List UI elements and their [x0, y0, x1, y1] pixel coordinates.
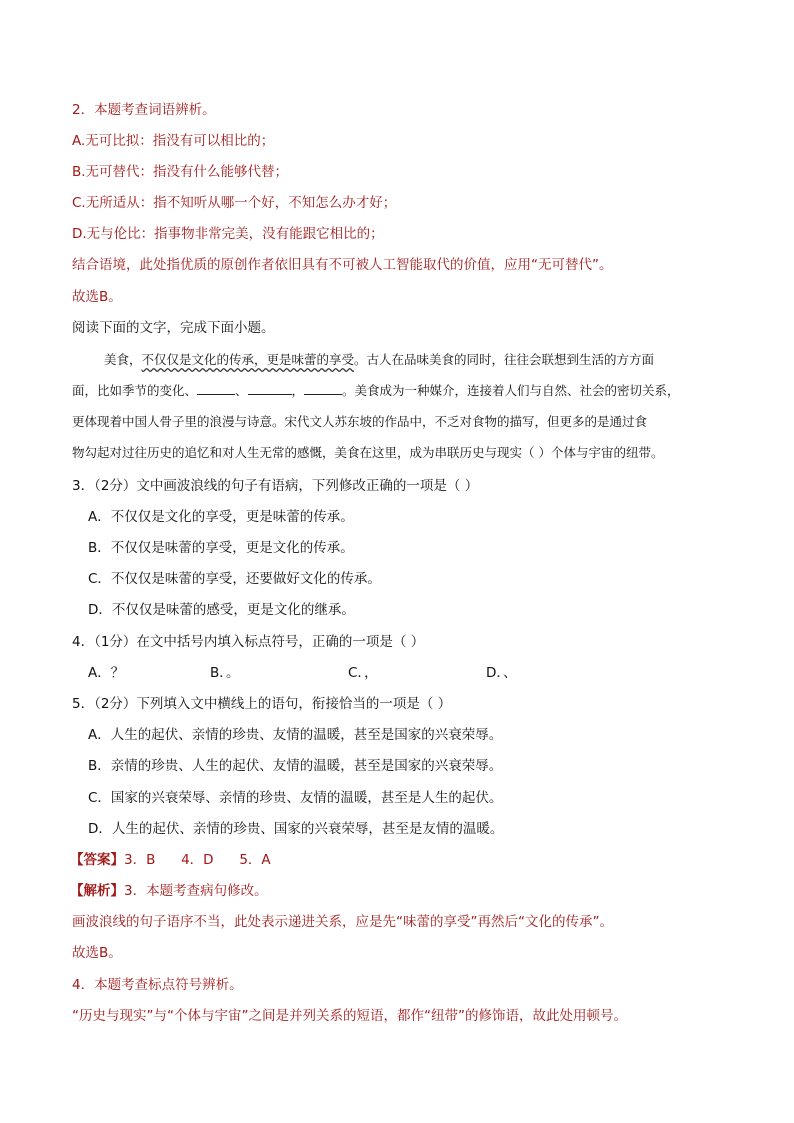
q4-option-d: D．、 [486, 665, 517, 681]
q5-option-a: A．人生的起伏、亲情的珍贵、友情的温暖，甚至是国家的兴衰荣辱。 [88, 727, 503, 743]
analysis-label: 【解析】 [70, 883, 124, 899]
passage-text: 、 [235, 383, 248, 398]
q4-option-b: B．。 [210, 665, 240, 681]
fill-blank-2 [248, 382, 292, 395]
reading-intro: 阅读下面的文字，完成下面小题。 [72, 320, 275, 336]
q2-conclusion: 结合语境，此处指优质的原创作者依旧具有不可被人工智能取代的价值，应用“无可替代”。 [72, 257, 613, 273]
analysis-q3-line [70, 881, 268, 901]
q3-stem: 3．（2分）文中画波浪线的句子有语病，下列修改正确的一项是（ ） [72, 478, 479, 494]
q2-option-b-note: B.无可替代：指没有什么能够代替； [72, 164, 289, 180]
passage-line-4: 物勾起对过往历史的追忆和对人生无常的感慨，美食在这里，成为串联历史与现实（ ）个体与宇宙的纽带。 [72, 445, 664, 460]
q5-option-c: C．国家的兴衰荣辱、亲情的珍贵、友情的温暖，甚至是人生的起伏。 [88, 790, 503, 806]
answer-text: 3．B 4．D 5．A [124, 852, 271, 868]
passage-text: 。古人在品味美食的同时，往往会联想到生活的方方面 [354, 352, 655, 367]
q4-option-c: C．， [348, 665, 378, 681]
answer-label: 【答案】 [70, 852, 124, 868]
q4-stem: 4．（1分）在文中括号内填入标点符号，正确的一项是（ ） [72, 634, 425, 650]
q2-option-d-note: D.无与伦比：指事物非常完美，没有能跟它相比的； [72, 226, 384, 242]
wavy-sentence: 不仅仅是文化的传承，更是味蕾的享受 [141, 352, 355, 367]
analysis-q3-choice: 故选B。 [72, 945, 122, 961]
q2-choice: 故选B。 [72, 289, 122, 305]
passage-line-3: 更体现着中国人骨子里的浪漫与诗意。宋代文人苏东坡的作品中，不乏对食物的描写，但更多的是通过食 [72, 414, 648, 429]
q5-option-d: D．人生的起伏、亲情的珍贵、国家的兴衰荣辱，甚至是友情的温暖。 [88, 821, 504, 837]
q2-option-a-note: A.无可比拟：指没有可以相比的； [72, 133, 275, 149]
analysis-q4-title: 4．本题考查标点符号辨析。 [72, 977, 243, 993]
passage-text: ， [291, 383, 305, 398]
passage-line-1 [104, 350, 654, 370]
passage-line-2 [72, 381, 680, 401]
passage-text: 美食， [104, 352, 142, 367]
analysis-q3-text: 画波浪线的句子语序不当，此处表示递进关系，应是先“味蕾的享受”再然后“文化的传承”。 [72, 914, 613, 930]
passage-text: 。美食成为一种媒介，连接着人们与自然、社会的密切关系， [342, 383, 680, 398]
q3-option-c: C．不仅仅是味蕾的享受，还要做好文化的传承。 [88, 571, 381, 587]
analysis-q3-title: 3．本题考查病句修改。 [124, 883, 268, 899]
q5-stem: 5．（2分）下列填入文中横线上的语句，衔接恰当的一项是（ ） [72, 696, 452, 712]
q3-option-a: A．不仅仅是文化的享受，更是味蕾的传承。 [88, 509, 354, 525]
q5-option-b: B．亲情的珍贵、人生的起伏、友情的温暖，甚至是国家的兴衰荣辱。 [88, 758, 503, 774]
answer-line [70, 850, 271, 870]
q3-option-b: B．不仅仅是味蕾的享受，更是文化的传承。 [88, 540, 354, 556]
fill-blank-3 [304, 382, 342, 395]
fill-blank-1 [197, 382, 235, 395]
q4-option-a: A．？ [88, 665, 125, 681]
q2-option-c-note: C.无所适从：指不知听从哪一个好，不知怎么办才好； [72, 195, 397, 211]
q3-option-d: D．不仅仅是味蕾的感受，更是文化的继承。 [88, 602, 355, 618]
analysis-q4-text: “历史与现实”与“个体与宇宙”之间是并列关系的短语，都作“纽带”的修饰语，故此处用顿号。 [72, 1008, 627, 1024]
passage-text: 面，比如季节的变化、 [72, 383, 198, 398]
q2-analysis-title: 2．本题考查词语辨析。 [72, 102, 216, 118]
